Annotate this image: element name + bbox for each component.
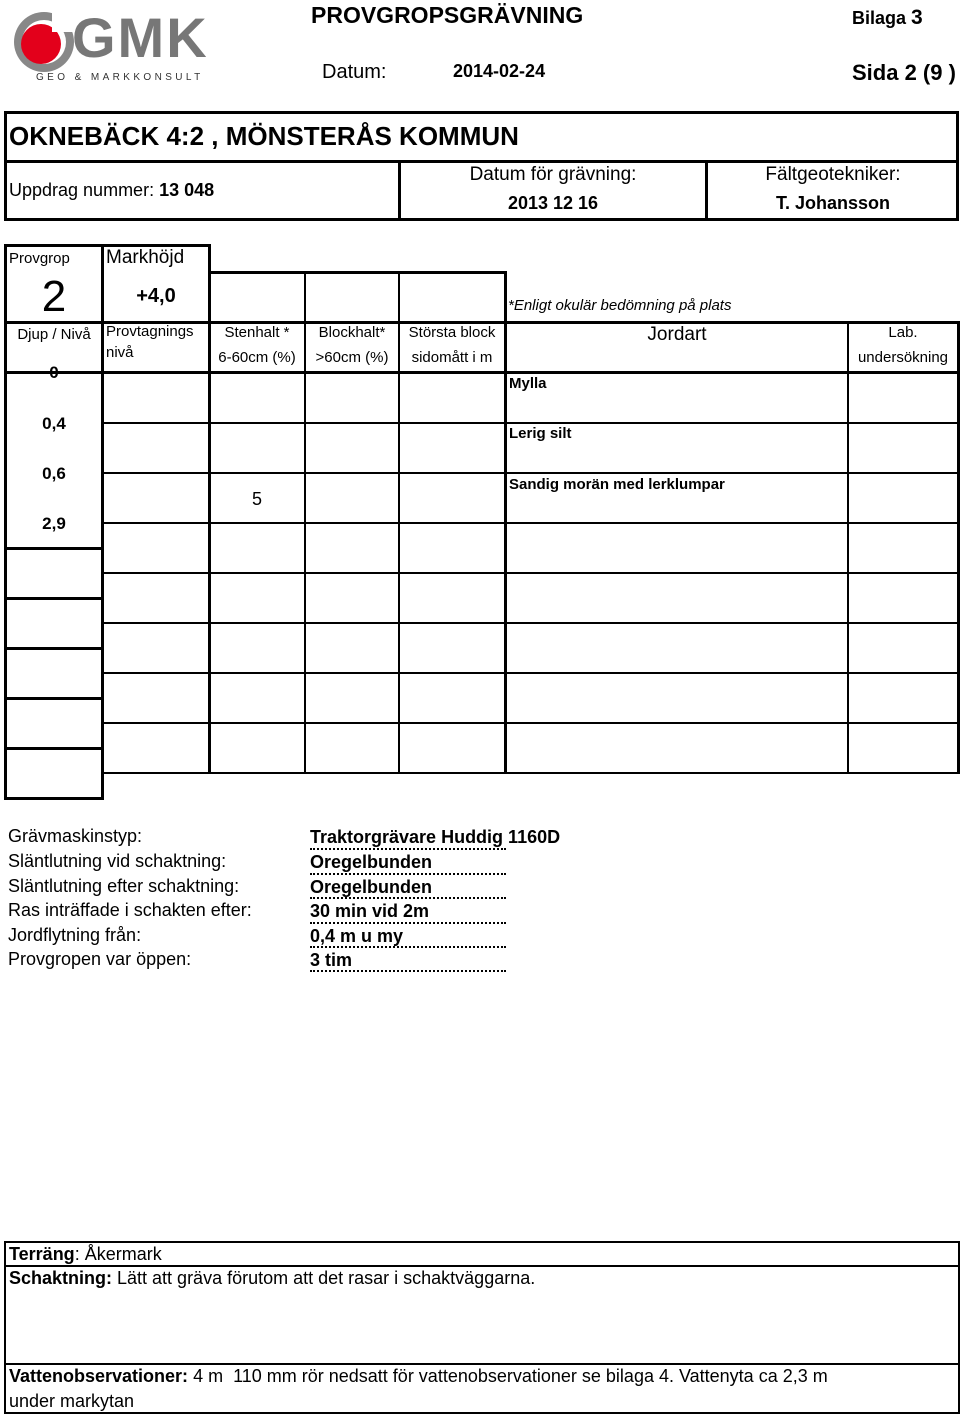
bilaga-number: 3	[911, 6, 923, 29]
schaktning-value: Lätt att gräva förutom att det rasar i schaktväggarna.	[112, 1268, 536, 1288]
schaktning-note	[9, 1268, 535, 1289]
logo-subtitle: GEO & MARKKONSULT	[36, 72, 204, 83]
terrang-label: Terräng	[9, 1244, 75, 1264]
bilaga-text: Bilaga	[852, 8, 907, 28]
col-stenhalt-1: Stenhalt *	[224, 324, 290, 341]
faltgeotekniker-value: T. Johansson	[775, 193, 891, 213]
info-label: Jordflytning från:	[8, 925, 142, 945]
depth-value: 0	[49, 363, 59, 382]
gravning-date-label: Datum för grävning:	[469, 164, 637, 185]
project-name: OKNEBÄCK 4:2 , MÖNSTERÅS KOMMUN	[9, 121, 519, 151]
page-number: Sida 2 (9 )	[852, 60, 956, 85]
bilaga-label	[852, 6, 923, 30]
info-value: Oregelbunden	[310, 852, 433, 872]
col-stenhalt-2: 6-60cm (%)	[218, 349, 296, 366]
uppdrag-text: Uppdrag nummer:	[9, 180, 155, 200]
info-value: Oregelbunden	[310, 877, 433, 897]
info-value: 30 min vid 2m	[310, 901, 430, 921]
info-label: Släntlutning vid schaktning:	[8, 851, 227, 871]
gravning-date-value: 2013 12 16	[507, 193, 599, 213]
jordart-entry: Lerig silt	[509, 425, 572, 442]
provgrop-label: Provgrop	[9, 250, 70, 267]
schaktning-label: Schaktning:	[9, 1268, 113, 1288]
logo-mark-icon	[8, 6, 78, 72]
logo-text: GMK	[72, 6, 209, 69]
col-lab-2: undersökning	[857, 349, 949, 366]
terrang-note	[9, 1244, 162, 1265]
info-label: Provgropen var öppen:	[8, 949, 192, 969]
depth-value: 2,9	[42, 514, 66, 533]
info-label: Ras inträffade i schakten efter:	[8, 900, 252, 920]
assessment-note	[508, 297, 731, 314]
depth-value: 0,6	[42, 464, 66, 483]
col-storsta-1: Största block	[408, 324, 496, 341]
provgrop-number: 2	[41, 272, 67, 321]
vatten-note-line2: under markytan	[9, 1391, 135, 1411]
col-jordart: Jordart	[647, 324, 707, 345]
document-title: PROVGROPSGRÄVNING	[311, 2, 584, 28]
info-value: 0,4 m u my	[310, 926, 404, 946]
jordart-entry: Mylla	[509, 375, 547, 392]
info-label: Grävmaskinstyp:	[8, 826, 143, 846]
col-lab-1: Lab.	[888, 324, 918, 341]
uppdrag-value: 13 048	[159, 180, 215, 200]
vatten-note	[9, 1366, 828, 1387]
terrang-value: : Åkermark	[74, 1244, 162, 1264]
assessment-note-text: *Enligt okulär bedömning på plats	[508, 297, 732, 314]
datum-label: Datum:	[322, 61, 387, 83]
jordart-entry: Sandig morän med lerklumpar	[509, 476, 725, 493]
col-provtagning-2: nivå	[106, 344, 134, 361]
col-blockhalt-2: >60cm (%)	[315, 349, 389, 366]
depth-value: 0,4	[42, 414, 66, 433]
col-provtagning-1: Provtagnings	[106, 323, 194, 340]
datum-value: 2014-02-24	[453, 61, 546, 81]
markhojd-label: Markhöjd	[106, 247, 185, 268]
vatten-value: 4 m 110 mm rör nedsatt för vattenobservationer se bilaga 4. Vattenyta ca 2,3 m	[188, 1366, 828, 1386]
info-label: Släntlutning efter schaktning:	[8, 876, 240, 896]
markhojd-value: +4,0	[136, 285, 176, 307]
col-storsta-2: sidomått i m	[411, 349, 493, 366]
info-value: 3 tim	[310, 950, 353, 970]
info-value: Traktorgrävare Huddig 1160D	[310, 827, 561, 847]
gmk-logo	[8, 6, 230, 86]
col-djup: Djup / Nivå	[17, 326, 91, 343]
faltgeotekniker-label: Fältgeotekniker:	[765, 164, 901, 185]
uppdrag-label	[9, 180, 214, 201]
vatten-label: Vattenobservationer:	[9, 1366, 189, 1386]
stenhalt-value: 5	[251, 489, 262, 509]
col-blockhalt-1: Blockhalt*	[318, 324, 386, 341]
